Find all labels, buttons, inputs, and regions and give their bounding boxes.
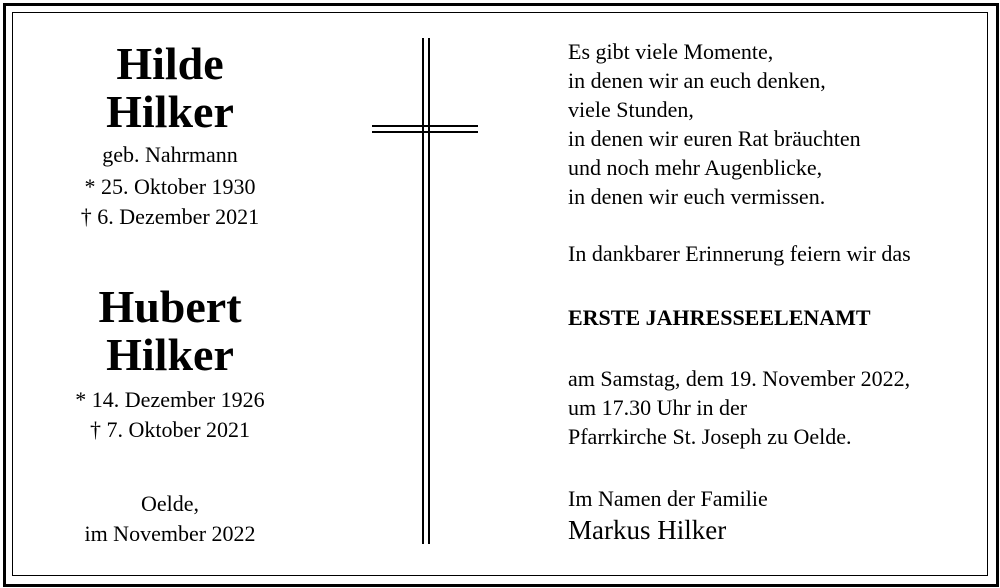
poem-line: viele Stunden, bbox=[568, 97, 694, 122]
event-detail-line: um 17.30 Uhr in der bbox=[568, 395, 748, 420]
poem-block bbox=[568, 37, 978, 211]
event-detail-line: am Samstag, dem 19. November 2022, bbox=[568, 366, 911, 391]
event-detail-line: Pfarrkirche St. Joseph zu Oelde. bbox=[568, 424, 852, 449]
poem-line: Es gibt viele Momente, bbox=[568, 39, 774, 64]
place-line: Oelde, bbox=[140, 491, 200, 516]
intro-text: In dankbarer Erinnerung feiern wir das bbox=[568, 241, 911, 266]
person1-born: * 25. Oktober 1930 bbox=[84, 174, 256, 199]
place-date-block bbox=[30, 489, 310, 549]
person2-last-name: Hilker bbox=[106, 329, 234, 380]
person2-died: † 7. Oktober 2021 bbox=[89, 417, 251, 442]
event-details bbox=[568, 364, 978, 451]
person2-first-name: Hubert bbox=[98, 281, 242, 332]
closing-text: Im Namen der Familie bbox=[568, 486, 768, 511]
poem-line: und noch mehr Augenblicke, bbox=[568, 155, 823, 180]
person1-birth-name: geb. Nahrmann bbox=[102, 142, 238, 167]
poem-line: in denen wir euch vermissen. bbox=[568, 184, 826, 209]
date-line: im November 2022 bbox=[84, 521, 256, 546]
event-title: ERSTE JAHRESSEELENAMT bbox=[568, 305, 871, 330]
cross-icon bbox=[360, 36, 490, 548]
poem-line: in denen wir euren Rat bräuchten bbox=[568, 126, 861, 151]
person2-born: * 14. Dezember 1926 bbox=[75, 387, 265, 412]
person1-last-name: Hilker bbox=[106, 86, 234, 137]
person1-first-name: Hilde bbox=[116, 38, 224, 89]
person1-died: † 6. Dezember 2021 bbox=[80, 204, 260, 229]
person2-block bbox=[30, 283, 310, 445]
signature: Markus Hilker bbox=[568, 515, 727, 545]
poem-line: in denen wir an euch denken, bbox=[568, 68, 826, 93]
person1-block bbox=[30, 40, 310, 232]
